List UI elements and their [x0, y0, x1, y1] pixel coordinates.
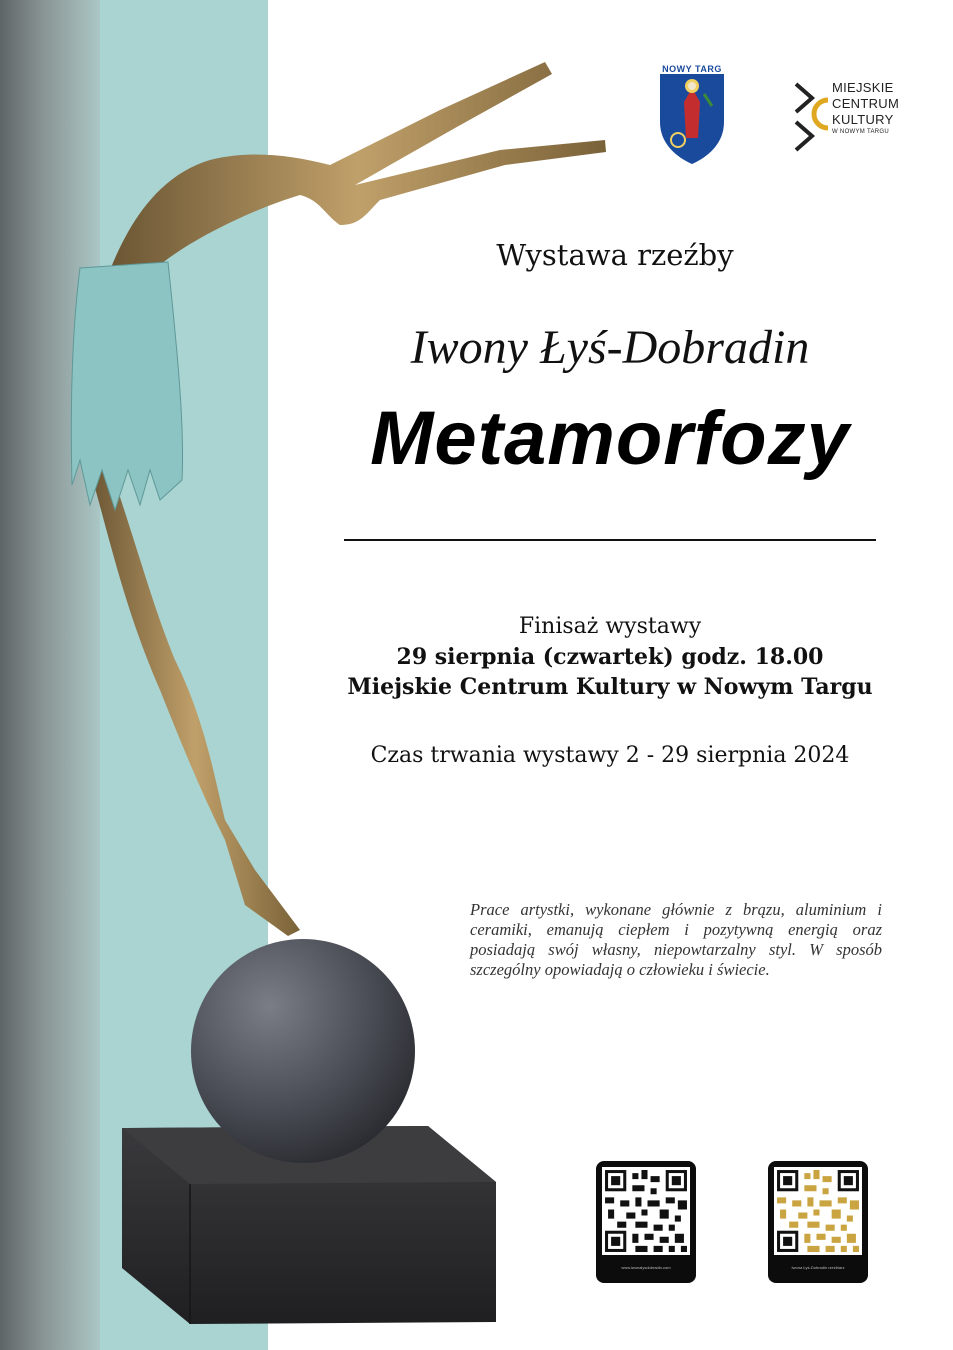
qr-code-icon[interactable] — [774, 1167, 862, 1255]
exhibition-title: Metamorfozy — [370, 396, 850, 481]
exhibition-intro: Wystawa rzeźby — [496, 238, 734, 272]
qr-caption: www.iwonalysdobradin.com — [621, 1265, 671, 1270]
mck-line-4: W NOWYM TARGU — [832, 129, 890, 135]
artist-description: Prace artystki, wykonane głównie z brązu, aluminium i ceramiki, emanują ciepłem i pozytywną energią oraz posiadają swój własny, niepowtarzalny styl. W sposób szczególny opowiadają o człowieku i świecie. — [470, 900, 882, 979]
event-date-time: 29 sierpnia (czwartek) godz. 18.00 — [396, 644, 824, 670]
finissage-label: Finisaż wystawy — [518, 614, 702, 639]
mck-line-1: MIEJSKIE — [832, 80, 894, 95]
coat-of-arms-icon — [652, 60, 732, 168]
mck-line-2: CENTRUM — [832, 96, 900, 111]
nowy-targ-caption: NOWY TARG — [662, 64, 722, 74]
event-venue: Miejskie Centrum Kultury w Nowym Targu — [347, 674, 873, 700]
sphere — [191, 939, 415, 1163]
event-info — [320, 612, 900, 702]
qr-card-profile[interactable] — [768, 1161, 868, 1283]
artist-name: Iwony Łyś-Dobradin — [410, 321, 810, 374]
mck-line-3: KULTURY — [832, 112, 894, 127]
mck-logo-text — [832, 80, 899, 136]
qr-code-icon[interactable] — [602, 1167, 690, 1255]
exhibition-duration: Czas trwania wystawy 2 - 29 sierpnia 2024 — [370, 743, 850, 768]
divider — [344, 539, 876, 541]
qr-caption: Iwona Łyś-Dobradin rzeźbiarz — [791, 1265, 845, 1270]
qr-card-website[interactable] — [596, 1161, 696, 1283]
